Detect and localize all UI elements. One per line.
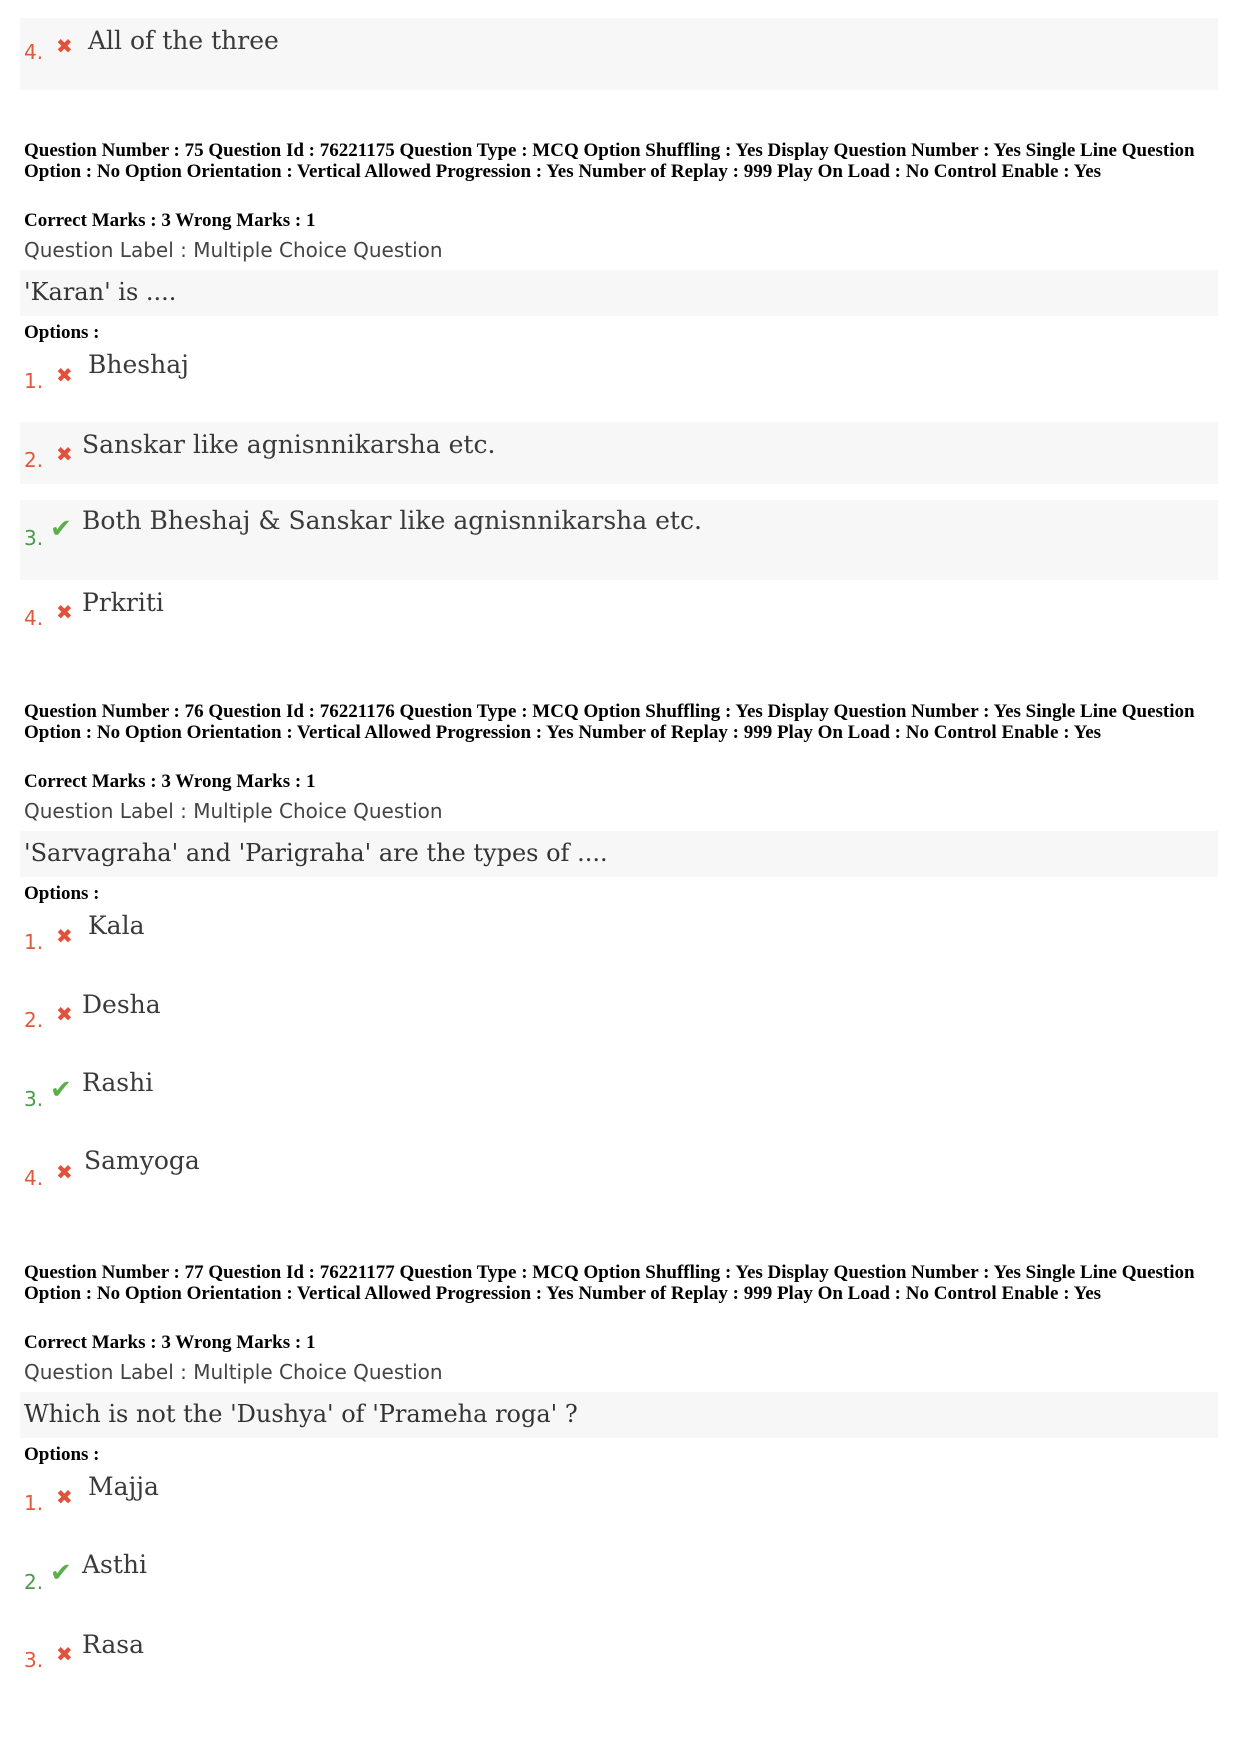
question-meta: Question Number : 75 Question Id : 76221175 Question Type : MCQ Option Shuffling : Yes Display Question Number : Yes Single Line Question Option : No Option Orientation : Vertical Allowed Progression : Yes Number of Replay : 999 Play On Load : No Control Enable : Yes — [24, 140, 1195, 182]
question-marks: Correct Marks : 3 Wrong Marks : 1 — [24, 1332, 316, 1353]
option-number: 3. — [24, 1087, 44, 1111]
check-icon: ✔ — [50, 514, 72, 544]
option-number: 4. — [24, 40, 44, 64]
option-number: 4. — [24, 1166, 44, 1190]
option-text: Samyoga — [84, 1146, 200, 1175]
question-meta: Question Number : 76 Question Id : 76221176 Question Type : MCQ Option Shuffling : Yes Display Question Number : Yes Single Line Question Option : No Option Orientation : Vertical Allowed Progression : Yes Number of Replay : 999 Play On Load : No Control Enable : Yes — [24, 701, 1195, 743]
option-text: Bheshaj — [88, 350, 189, 379]
option-number: 1. — [24, 930, 44, 954]
cross-icon: ✖ — [56, 1485, 73, 1509]
question-meta: Question Number : 77 Question Id : 76221177 Question Type : MCQ Option Shuffling : Yes Display Question Number : Yes Single Line Question Option : No Option Orientation : Vertical Allowed Progression : Yes Number of Replay : 999 Play On Load : No Control Enable : Yes — [24, 1262, 1195, 1304]
option-text: Kala — [88, 911, 145, 940]
cross-icon: ✖ — [56, 924, 73, 948]
question-text: 'Karan' is .... — [24, 278, 177, 306]
options-header: Options : — [24, 1444, 100, 1465]
cross-icon: ✖ — [56, 600, 73, 624]
option-number: 1. — [24, 1491, 44, 1515]
options-header: Options : — [24, 322, 100, 343]
question-marks: Correct Marks : 3 Wrong Marks : 1 — [24, 771, 316, 792]
cross-icon: ✖ — [56, 363, 73, 387]
check-icon: ✔ — [50, 1558, 72, 1588]
cross-icon: ✖ — [56, 1160, 73, 1184]
option-text: Sanskar like agnisnnikarsha etc. — [82, 430, 496, 459]
option-number: 2. — [24, 1570, 44, 1594]
question-label: Question Label : Multiple Choice Question — [24, 238, 443, 262]
option-text: Majja — [88, 1472, 159, 1501]
option-number: 3. — [24, 526, 44, 550]
question-marks: Correct Marks : 3 Wrong Marks : 1 — [24, 210, 316, 231]
option-number: 1. — [24, 369, 44, 393]
cross-icon: ✖ — [56, 1002, 73, 1026]
option-number: 2. — [24, 1008, 44, 1032]
option-text: Both Bheshaj & Sanskar like agnisnnikarsha etc. — [82, 506, 702, 535]
option-number: 3. — [24, 1648, 44, 1672]
cross-icon: ✖ — [56, 1642, 73, 1666]
question-text: 'Sarvagraha' and 'Parigraha' are the types of .... — [24, 839, 608, 867]
option-text: Rashi — [82, 1068, 154, 1097]
options-header: Options : — [24, 883, 100, 904]
check-icon: ✔ — [50, 1075, 72, 1105]
question-text: Which is not the 'Dushya' of 'Prameha roga' ? — [24, 1400, 578, 1428]
option-text: Prkriti — [82, 588, 164, 617]
cross-icon: ✖ — [56, 442, 73, 466]
option-number: 2. — [24, 448, 44, 472]
option-text: Asthi — [82, 1550, 148, 1579]
option-text: All of the three — [88, 26, 279, 55]
question-label: Question Label : Multiple Choice Question — [24, 799, 443, 823]
option-text: Rasa — [82, 1630, 145, 1659]
option-text: Desha — [82, 990, 161, 1019]
cross-icon: ✖ — [56, 34, 73, 58]
question-text-band — [20, 270, 1218, 316]
question-label: Question Label : Multiple Choice Question — [24, 1360, 443, 1384]
option-number: 4. — [24, 606, 44, 630]
